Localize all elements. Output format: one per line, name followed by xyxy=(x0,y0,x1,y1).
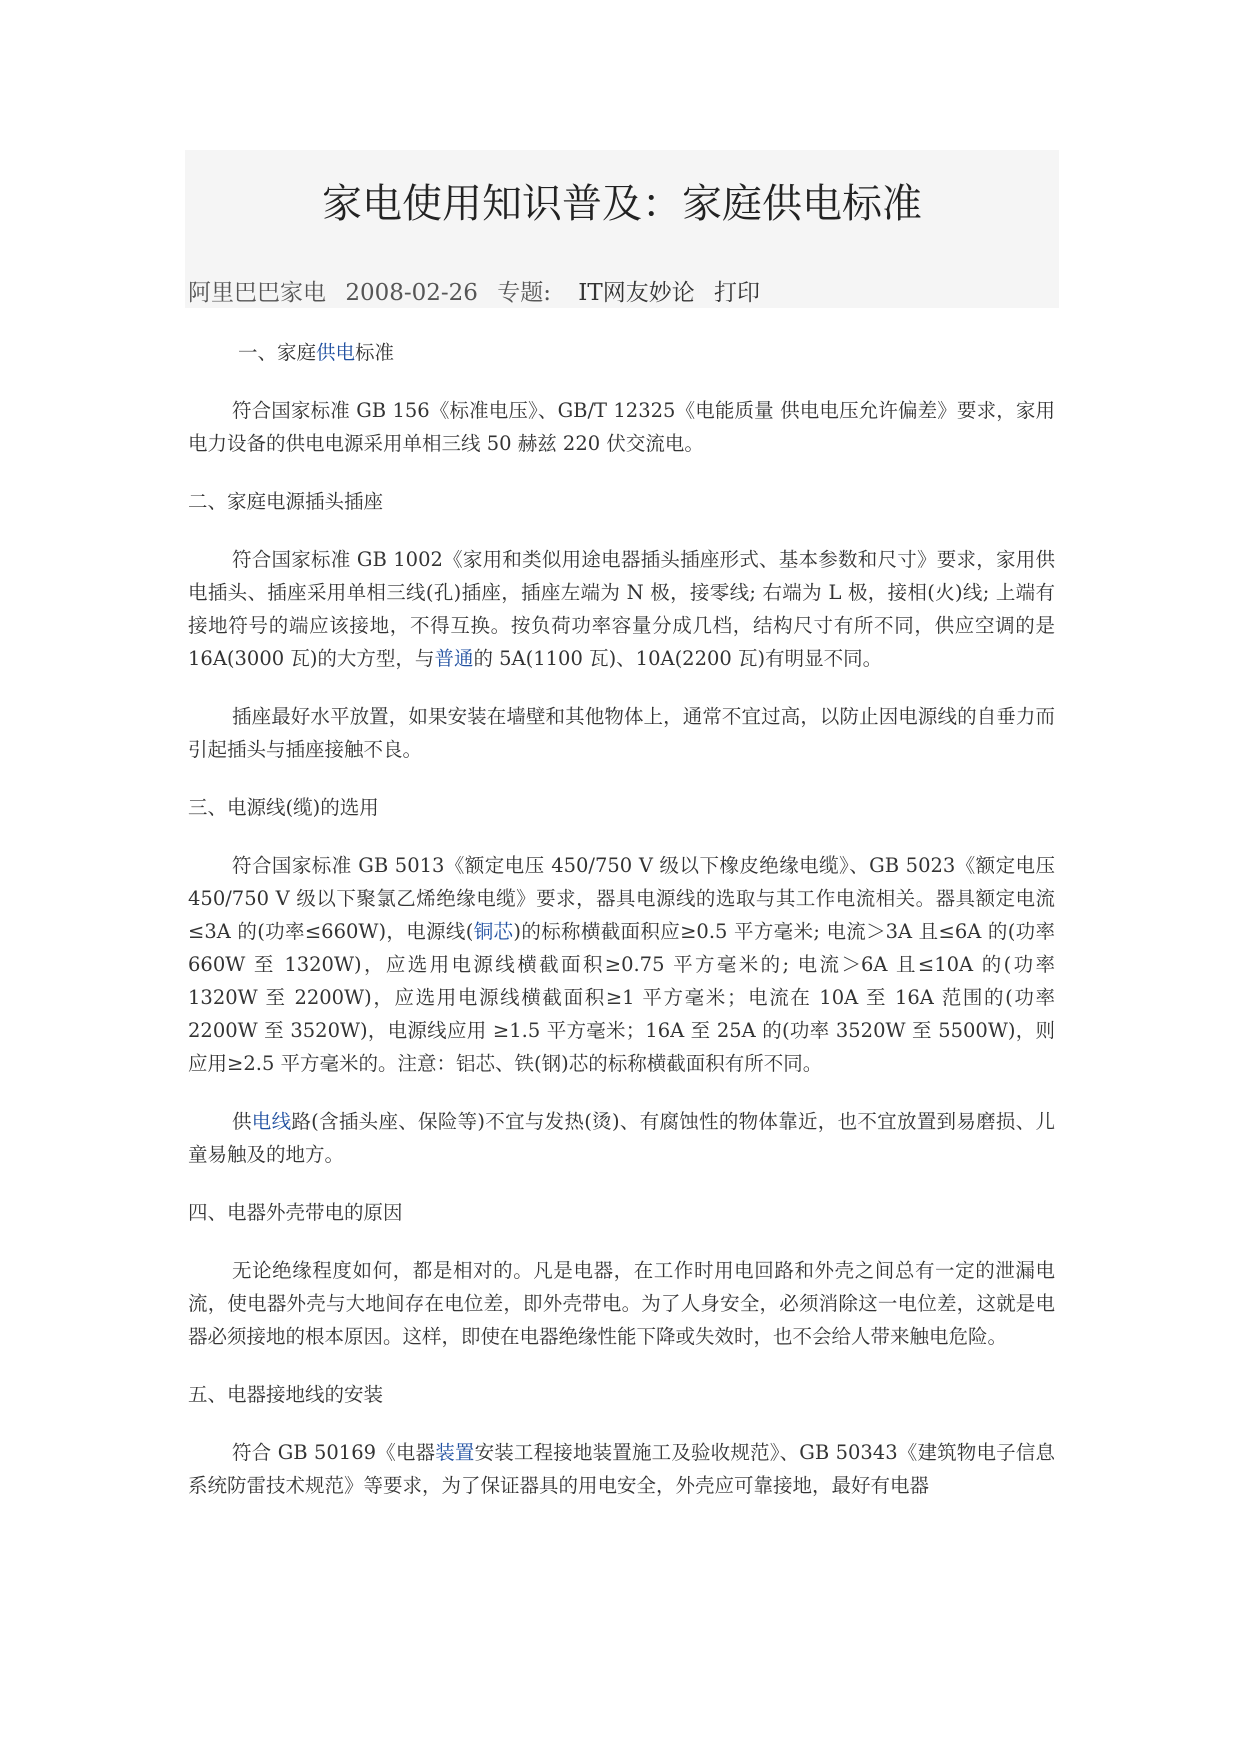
article-title: 家电使用知识普及：家庭供电标准 xyxy=(322,181,922,227)
section-3-paragraph-1 xyxy=(188,849,1055,1080)
keyword-link-ordinary[interactable]: 普通 xyxy=(434,647,474,670)
article-meta xyxy=(188,274,772,312)
paragraph-text: 供 xyxy=(232,1110,252,1133)
paragraph-text: 符合 GB 50169《电器 xyxy=(232,1441,436,1464)
keyword-link-wire[interactable]: 电线 xyxy=(251,1110,292,1133)
heading-text: 一、家庭 xyxy=(238,341,317,364)
section-4-paragraph: 无论绝缘程度如何，都是相对的。凡是电器，在工作时用电回路和外壳之间总有一定的泄漏电流，使电器外壳与大地间存在电位差，即外壳带电。为了人身安全，必须消除这一电位差，这就是电器必须接地的根本原因。这样，即使在电器绝缘性能下降或失效时，也不会给人带来触电危险。 xyxy=(188,1259,1055,1348)
topic-label: 专题: xyxy=(497,280,551,306)
section-heading-4: 四、电器外壳带电的原因 xyxy=(188,1201,403,1224)
section-heading-5: 五、电器接地线的安装 xyxy=(188,1383,384,1406)
article-date: 2008-02-26 xyxy=(345,280,478,306)
article-source: 阿里巴巴家电 xyxy=(188,280,326,306)
section-1-paragraph: 符合国家标准 GB 156《标准电压》、GB/T 12325《电能质量 供电电压允许偏差》要求，家用电力设备的供电电源采用单相三线 50 赫兹 220 伏交流电。 xyxy=(188,399,1055,455)
section-2-paragraph-1 xyxy=(188,543,1055,675)
paragraph-text: 符合国家标准 GB 5013《额定电压 450/750 V 级以下橡皮绝缘电缆》、GB 5023《额定电压 450/750 V 级以下聚氯乙烯绝缘电缆》要求，器具电源线的选取与其工作电流相关。器具额定电流≤3A 的(功率≤660W)，电源线( xyxy=(188,854,1055,943)
paragraph-text: 安装工程接地装置施工及验收规范》、GB 50343《建筑物电子信息系统防雷技术规范》等要求，为了保证器具的用电安全，外壳应可靠接地，最好有电器 xyxy=(188,1441,1055,1497)
heading-text: 标准 xyxy=(355,341,395,364)
section-heading-1 xyxy=(188,336,1055,369)
paragraph-text: 符合国家标准 GB 1002《家用和类似用途电器插头插座形式、基本参数和尺寸》要求，家用供电插头、插座采用单相三线(孔)插座，插座左端为 N 极，接零线; 右端为 L 极，接相(火)线; 上端有接地符号的端应该接地，不得互换。按负荷功率容量分成几档，结构尺寸有所不同，供应空调的是 16A(3000 瓦)的大方型，与 xyxy=(188,548,1055,670)
article-body xyxy=(188,336,1055,1527)
keyword-link-copper-core[interactable]: 铜芯 xyxy=(473,920,514,943)
paragraph-text: 的 5A(1100 瓦)、10A(2200 瓦)有明显不同。 xyxy=(473,647,883,670)
section-2-paragraph-2: 插座最好水平放置，如果安装在墙壁和其他物体上，通常不宜过高，以防止因电源线的自垂力而引起插头与插座接触不良。 xyxy=(188,705,1055,761)
keyword-link-device[interactable]: 装置 xyxy=(435,1441,475,1464)
topic-link[interactable]: IT网友妙论 xyxy=(578,280,695,306)
print-link[interactable]: 打印 xyxy=(714,280,761,306)
section-5-paragraph xyxy=(188,1436,1055,1502)
paragraph-text: 路(含插头座、保险等)不宜与发热(烫)、有腐蚀性的物体靠近，也不宜放置到易磨损、儿童易触及的地方。 xyxy=(188,1110,1055,1166)
paragraph-text: )的标称横截面积应≥0.5 平方毫米; 电流＞3A 且≤6A 的(功率 660W 至 1320W)，应选用电源线横截面积≥0.75 平方毫米的; 电流＞6A 且≤10A 的(功率 1320W 至 2200W)，应选用电源线横截面积≥1 平方毫米；电流在 10A 至 16A 范围的(功率 2200W 至 3520W)，电源线应用 ≥1.5 平方毫米；16A 至 25A 的(功率 3520W 至 5500W)，则应用≥2.5 平方毫米的。注意：铝芯、铁(钢)芯的标称横截面积有所不同。 xyxy=(188,920,1055,1075)
section-3-paragraph-2 xyxy=(188,1105,1055,1171)
section-heading-2: 二、家庭电源插头插座 xyxy=(188,490,384,513)
section-heading-3: 三、电源线(缆)的选用 xyxy=(188,796,379,819)
keyword-link-power-supply[interactable]: 供电 xyxy=(316,341,356,364)
